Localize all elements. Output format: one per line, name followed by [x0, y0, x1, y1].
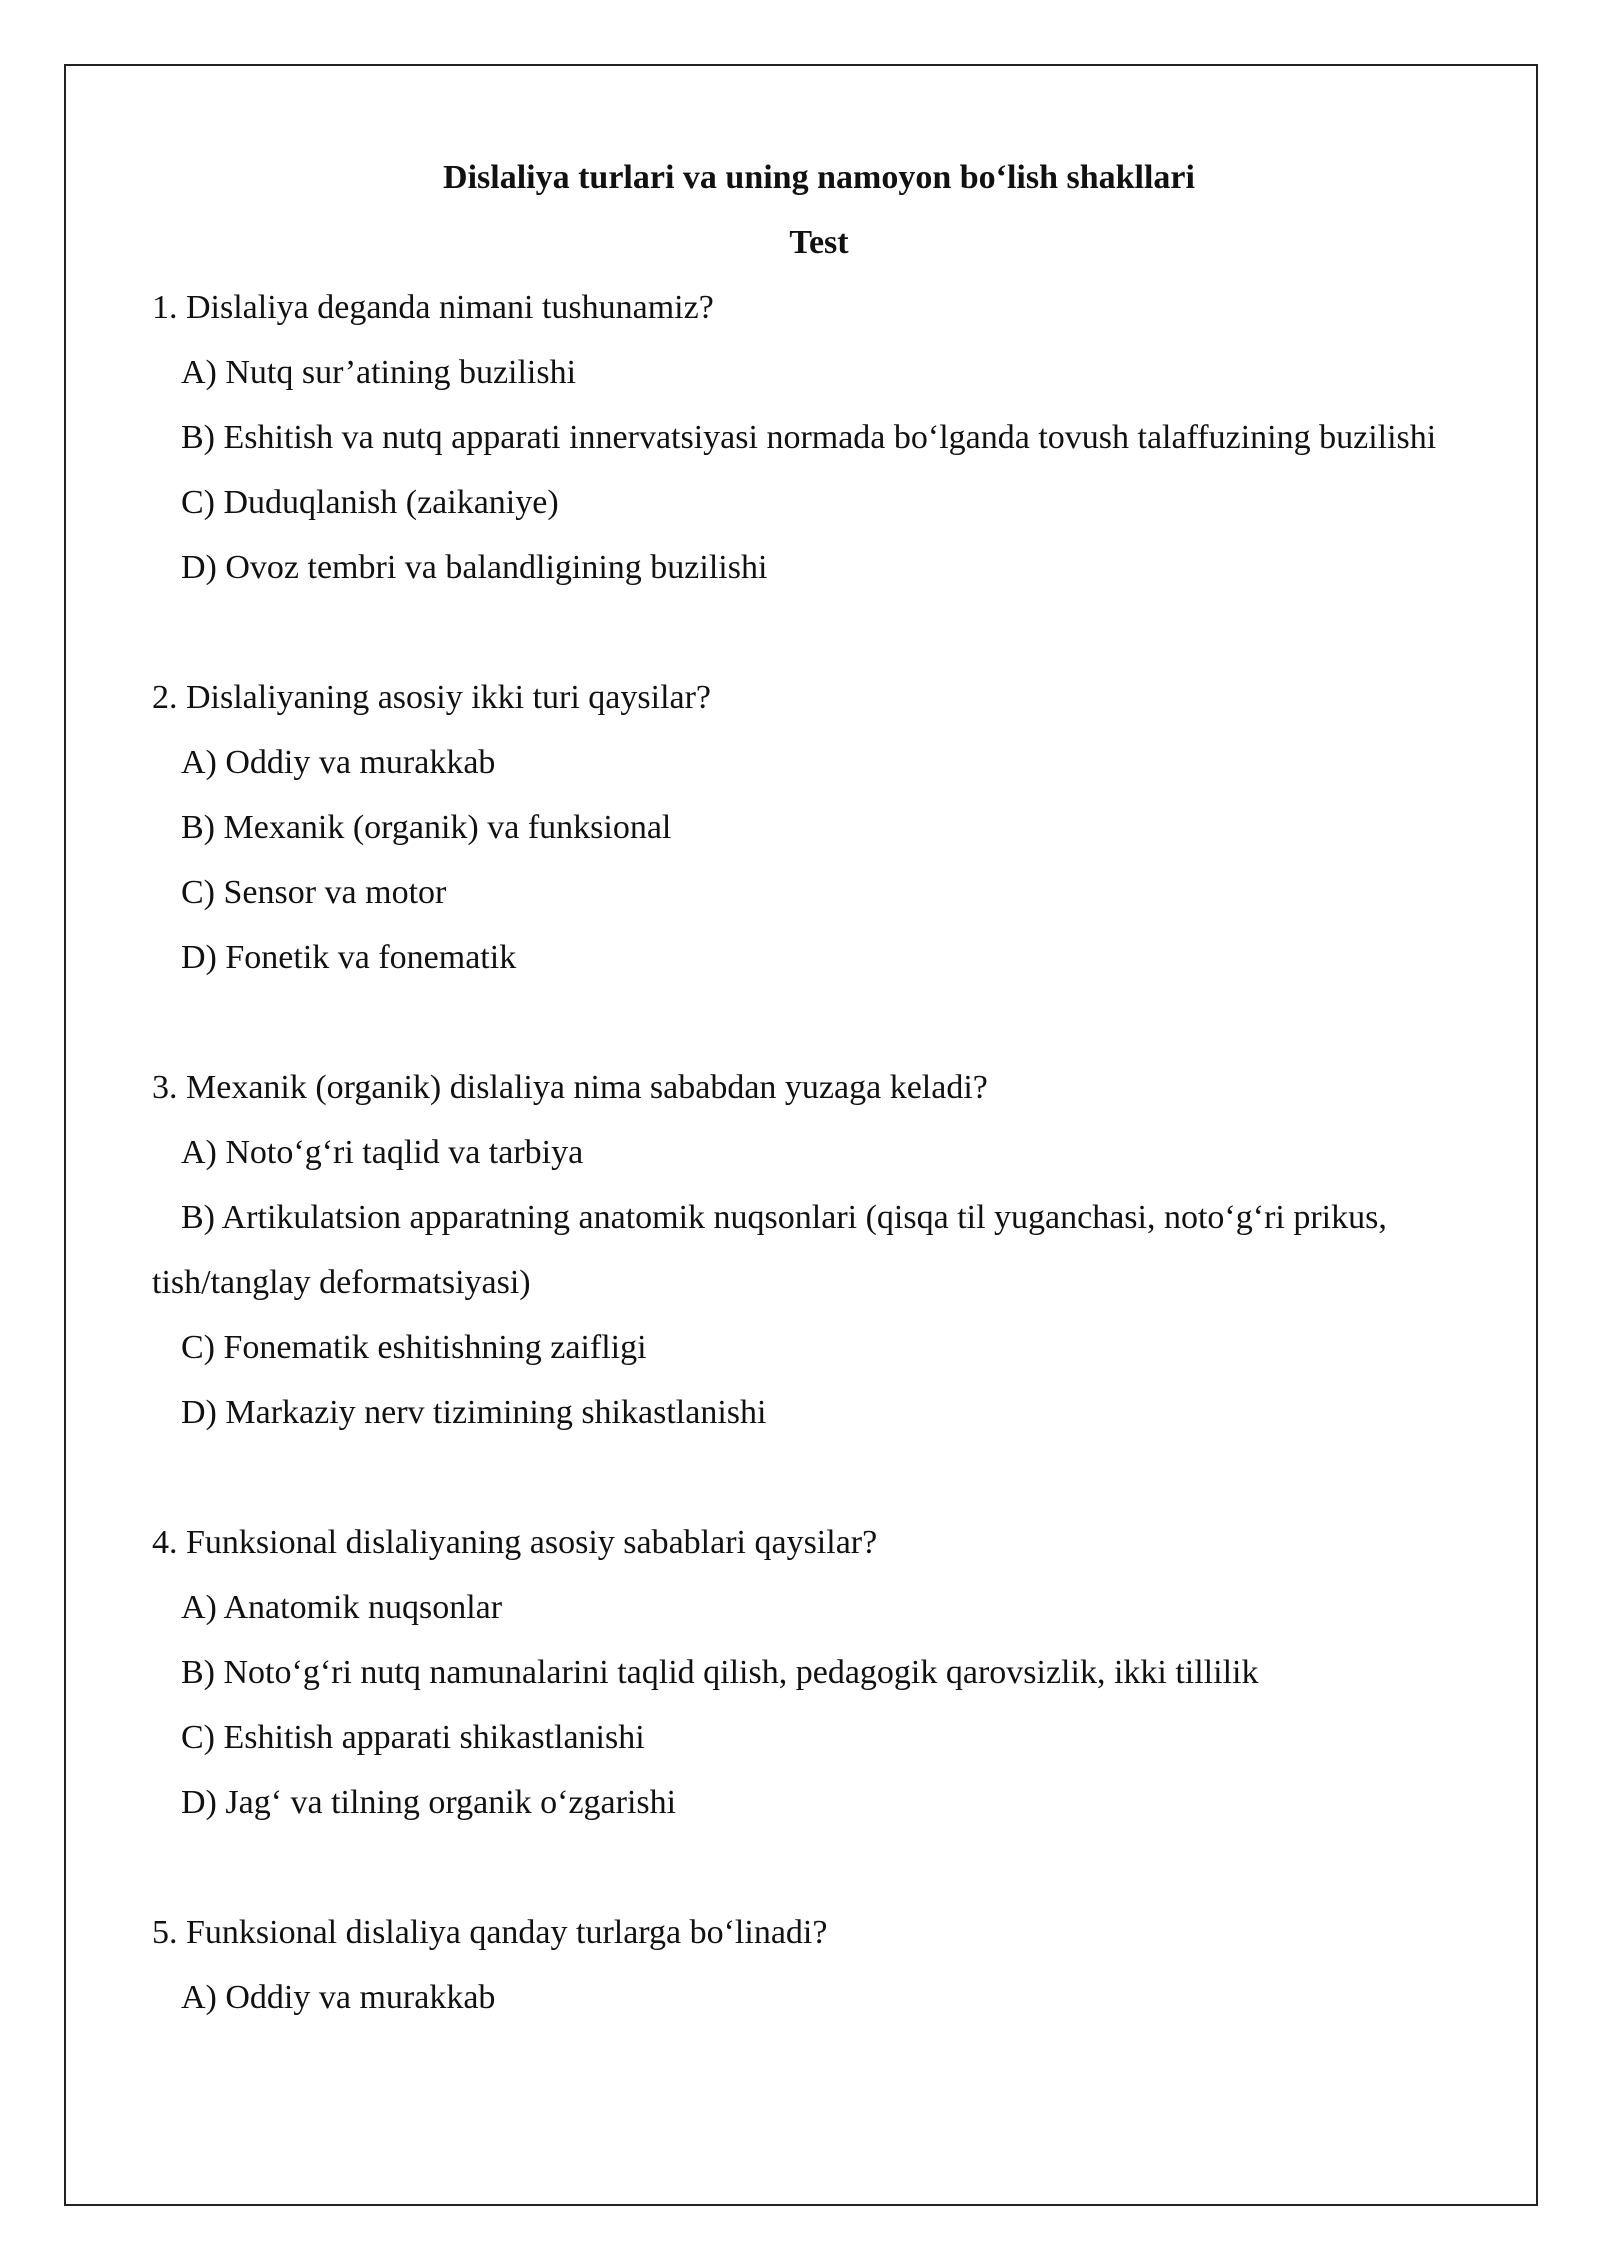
option-a: A) Nutq sur’atining buzilishi [181, 354, 577, 391]
option-a: A) Noto‘g‘ri taqlid va tarbiya [181, 1134, 584, 1171]
question-text: 5. Funksional dislaliya qanday turlarga bo‘linadi? [152, 1914, 828, 1951]
spacer [152, 600, 1452, 665]
question-2 [152, 665, 1452, 990]
option-b: B) Noto‘g‘ri nutq namunalarini taqlid qilish, pedagogik qarovsizlik, ikki tillilik [181, 1654, 1259, 1691]
option-c: C) Fonematik eshitishning zaifligi [181, 1329, 647, 1366]
option-d: D) Jag‘ va tilning organik o‘zgarishi [181, 1784, 677, 1821]
question-text: 3. Mexanik (organik) dislaliya nima sababdan yuzaga keladi? [152, 1069, 988, 1106]
question-1 [152, 275, 1452, 600]
spacer [152, 990, 1452, 1055]
option-c: C) Sensor va motor [181, 874, 447, 911]
option-d: D) Markaziy nerv tizimining shikastlanishi [181, 1394, 767, 1431]
option-a: A) Anatomik nuqsonlar [181, 1589, 503, 1626]
document-title: Dislaliya turlari va uning namoyon bo‘lish shakllari [443, 159, 1195, 196]
question-text: 4. Funksional dislaliyaning asosiy sabablari qaysilar? [152, 1524, 878, 1561]
question-text: 1. Dislaliya deganda nimani tushunamiz? [152, 289, 714, 326]
option-c: C) Duduqlanish (zaikaniye) [181, 484, 559, 521]
question-5 [152, 1900, 1452, 2030]
option-b: B) Artikulatsion apparatning anatomik nuqsonlari (qisqa til yuganchasi, noto‘g‘ri prikus, tish/tanglay deformatsiyasi) [152, 1199, 1387, 1301]
option-d: D) Fonetik va fonematik [181, 939, 517, 976]
question-4 [152, 1510, 1452, 1835]
document-header [0, 145, 1600, 275]
option-d: D) Ovoz tembri va balandligining buzilishi [181, 549, 768, 586]
document-subtitle: Test [789, 224, 849, 261]
question-3 [152, 1055, 1452, 1445]
option-a: A) Oddiy va murakkab [181, 744, 496, 781]
spacer [152, 1835, 1452, 1900]
option-c: C) Eshitish apparati shikastlanishi [181, 1719, 645, 1756]
option-b: B) Mexanik (organik) va funksional [181, 809, 672, 846]
question-list [152, 275, 1452, 2030]
option-b: B) Eshitish va nutq apparati innervatsiyasi normada bo‘lganda tovush talaffuzining buzilishi [181, 419, 1437, 456]
question-text: 2. Dislaliyaning asosiy ikki turi qaysilar? [152, 679, 712, 716]
spacer [152, 1445, 1452, 1510]
option-a: A) Oddiy va murakkab [181, 1979, 496, 2016]
